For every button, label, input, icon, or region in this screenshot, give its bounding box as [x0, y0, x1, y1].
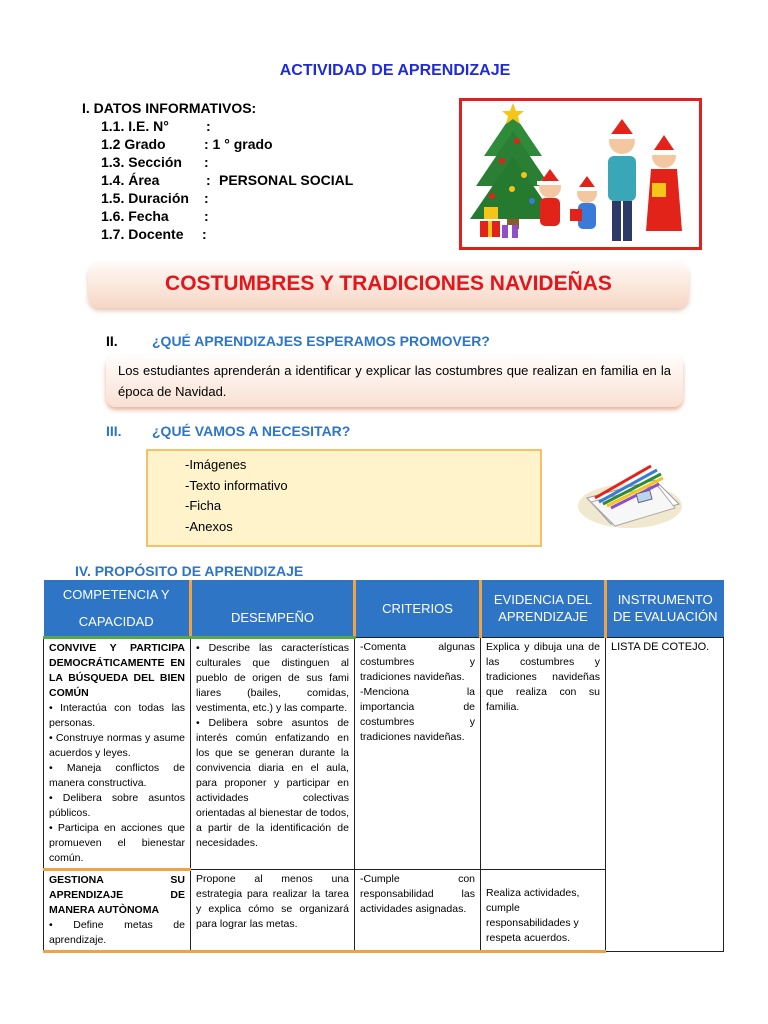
christmas-family-image: [459, 98, 702, 250]
evidencia-cell-2: [481, 869, 606, 951]
material-item: -Imágenes: [185, 457, 247, 472]
header-competencia-line2: CAPACIDAD: [78, 613, 154, 629]
criterios-cell-1: [355, 637, 481, 869]
capacidad-item: • Define metas de aprendizaje.: [49, 918, 185, 946]
evidencia-cell-1: [481, 637, 606, 869]
section-4-heading: IV. PROPÓSITO DE APRENDIZAJE: [75, 563, 304, 579]
info-colon: : 1 ° grado: [204, 136, 273, 152]
competencia-cell-1: [44, 637, 191, 869]
document-title: ACTIVIDAD DE APRENDIZAJE: [279, 62, 511, 79]
header-desempeno: DESEMPEÑO: [191, 580, 355, 637]
desempeno-item: • Delibera sobre asuntos de interés común enfatizando en los que se generan durante la convivencia diaria en el aula, para proponer y participar en actividades colectivas orientadas al bienestar de todos, a partir de la identificación de necesidades.: [196, 716, 349, 849]
section-2-question: ¿QUÉ APRENDIZAJES ESPERAMOS PROMOVER?: [152, 333, 490, 349]
info-label: 1.1. I.E. N°: [101, 118, 169, 134]
material-item: -Texto informativo: [185, 477, 288, 493]
header-criterios: CRITERIOS: [355, 580, 481, 637]
learning-goal-text: Los estudiantes aprenderán a identificar y explicar las costumbres que realizan en familia en la época de Navidad.: [118, 363, 671, 399]
evidencia-text: Explica y dibuja una de las costumbres y tradiciones navideñas que realiza con su familia.: [486, 640, 600, 713]
list-item: • Maneja conflictos de manera constructiva.: [49, 761, 185, 789]
material-item: -Anexos: [185, 518, 233, 534]
desempeno-cell-1: [191, 637, 355, 869]
competencia-title-1: CONVIVE Y PARTICIPA DEMOCRÁTICAMENTE EN LA BÚSQUEDA DEL BIEN COMÚN: [49, 641, 185, 699]
desempeno-text: Propone al menos una estrategia para realizar la tarea y explica cómo se organizará para lograr las metas.: [196, 872, 349, 930]
christmas-family-illustration: [462, 101, 699, 247]
criterio-item: -Menciona la importancia de costumbres y tradiciones navideñas.: [360, 685, 475, 743]
list-item: • Participa en acciones que promueven el bienestar común.: [49, 821, 185, 864]
criterio-item: -Comenta algunas costumbres y tradiciones navideñas.: [360, 640, 475, 683]
papers-pencils-illustration: [575, 458, 685, 533]
info-colon: :: [206, 118, 211, 134]
material-item: -Ficha: [185, 498, 222, 513]
table-row: [44, 637, 724, 869]
header-instrumento: INSTRUMENTO DE EVALUACIÓN: [606, 580, 724, 637]
desempeno-item: • Describe las características culturales que distinguen al pueblo de origen de sus fami liares (bailes, comidas, vestimenta, etc.) y las comparte.: [196, 641, 349, 714]
school-supplies-image: [575, 458, 685, 533]
evidencia-text: Realiza actividades, cumple responsabilidades y respeta acuerdos.: [486, 886, 580, 944]
info-label: 1.6. Fecha: [101, 208, 169, 224]
info-value-area: PERSONAL SOCIAL: [219, 172, 354, 188]
info-colon: :: [206, 172, 211, 188]
section-2-number: II.: [106, 333, 118, 349]
instrumento-cell: [606, 637, 724, 951]
section-3-number: III.: [106, 423, 122, 439]
learning-goal-box: [106, 355, 683, 407]
header-evidencia: EVIDENCIA DEL APRENDIZAJE: [481, 580, 606, 637]
competencia-title-2: GESTIONA SU APRENDIZAJE DE MANERA AUTÒNOMA: [49, 873, 185, 916]
info-colon: :: [204, 208, 209, 224]
capacidades-list: [49, 701, 185, 866]
learning-purpose-table: [43, 580, 724, 953]
table-header-row: [44, 580, 724, 637]
info-label: 1.4. Área: [101, 172, 160, 188]
list-item: • Interactúa con todas las personas.: [49, 701, 185, 729]
info-colon: :: [202, 226, 207, 242]
competencia-cell-2: [44, 869, 191, 951]
materials-box: [146, 449, 542, 547]
header-competencia-line1: COMPETENCIA Y: [62, 586, 170, 602]
desempeno-cell-2: [191, 869, 355, 951]
list-item: • Delibera sobre asuntos públicos.: [49, 791, 185, 819]
list-item: • Construye normas y asume acuerdos y leyes.: [49, 731, 185, 759]
criterios-cell-2: [355, 869, 481, 951]
header-competencia: [44, 580, 191, 637]
criterio-item: -Cumple con responsabilidad las actividades asignadas.: [360, 872, 475, 915]
activity-title-box: [88, 262, 689, 308]
info-colon: :: [204, 154, 209, 170]
info-label: 1.7. Docente: [101, 226, 184, 242]
info-colon: :: [204, 190, 209, 206]
info-label: 1.2 Grado: [101, 136, 166, 152]
instrumento-text: LISTA DE COTEJO.: [611, 640, 710, 653]
datos-informativos-heading: I. DATOS INFORMATIVOS:: [82, 100, 257, 116]
section-3-question: ¿QUÉ VAMOS A NECESITAR?: [152, 423, 351, 439]
info-label: 1.3. Sección: [101, 154, 182, 170]
info-label: 1.5. Duración: [101, 190, 189, 206]
activity-title: COSTUMBRES Y TRADICIONES NAVIDEÑAS: [165, 272, 612, 295]
